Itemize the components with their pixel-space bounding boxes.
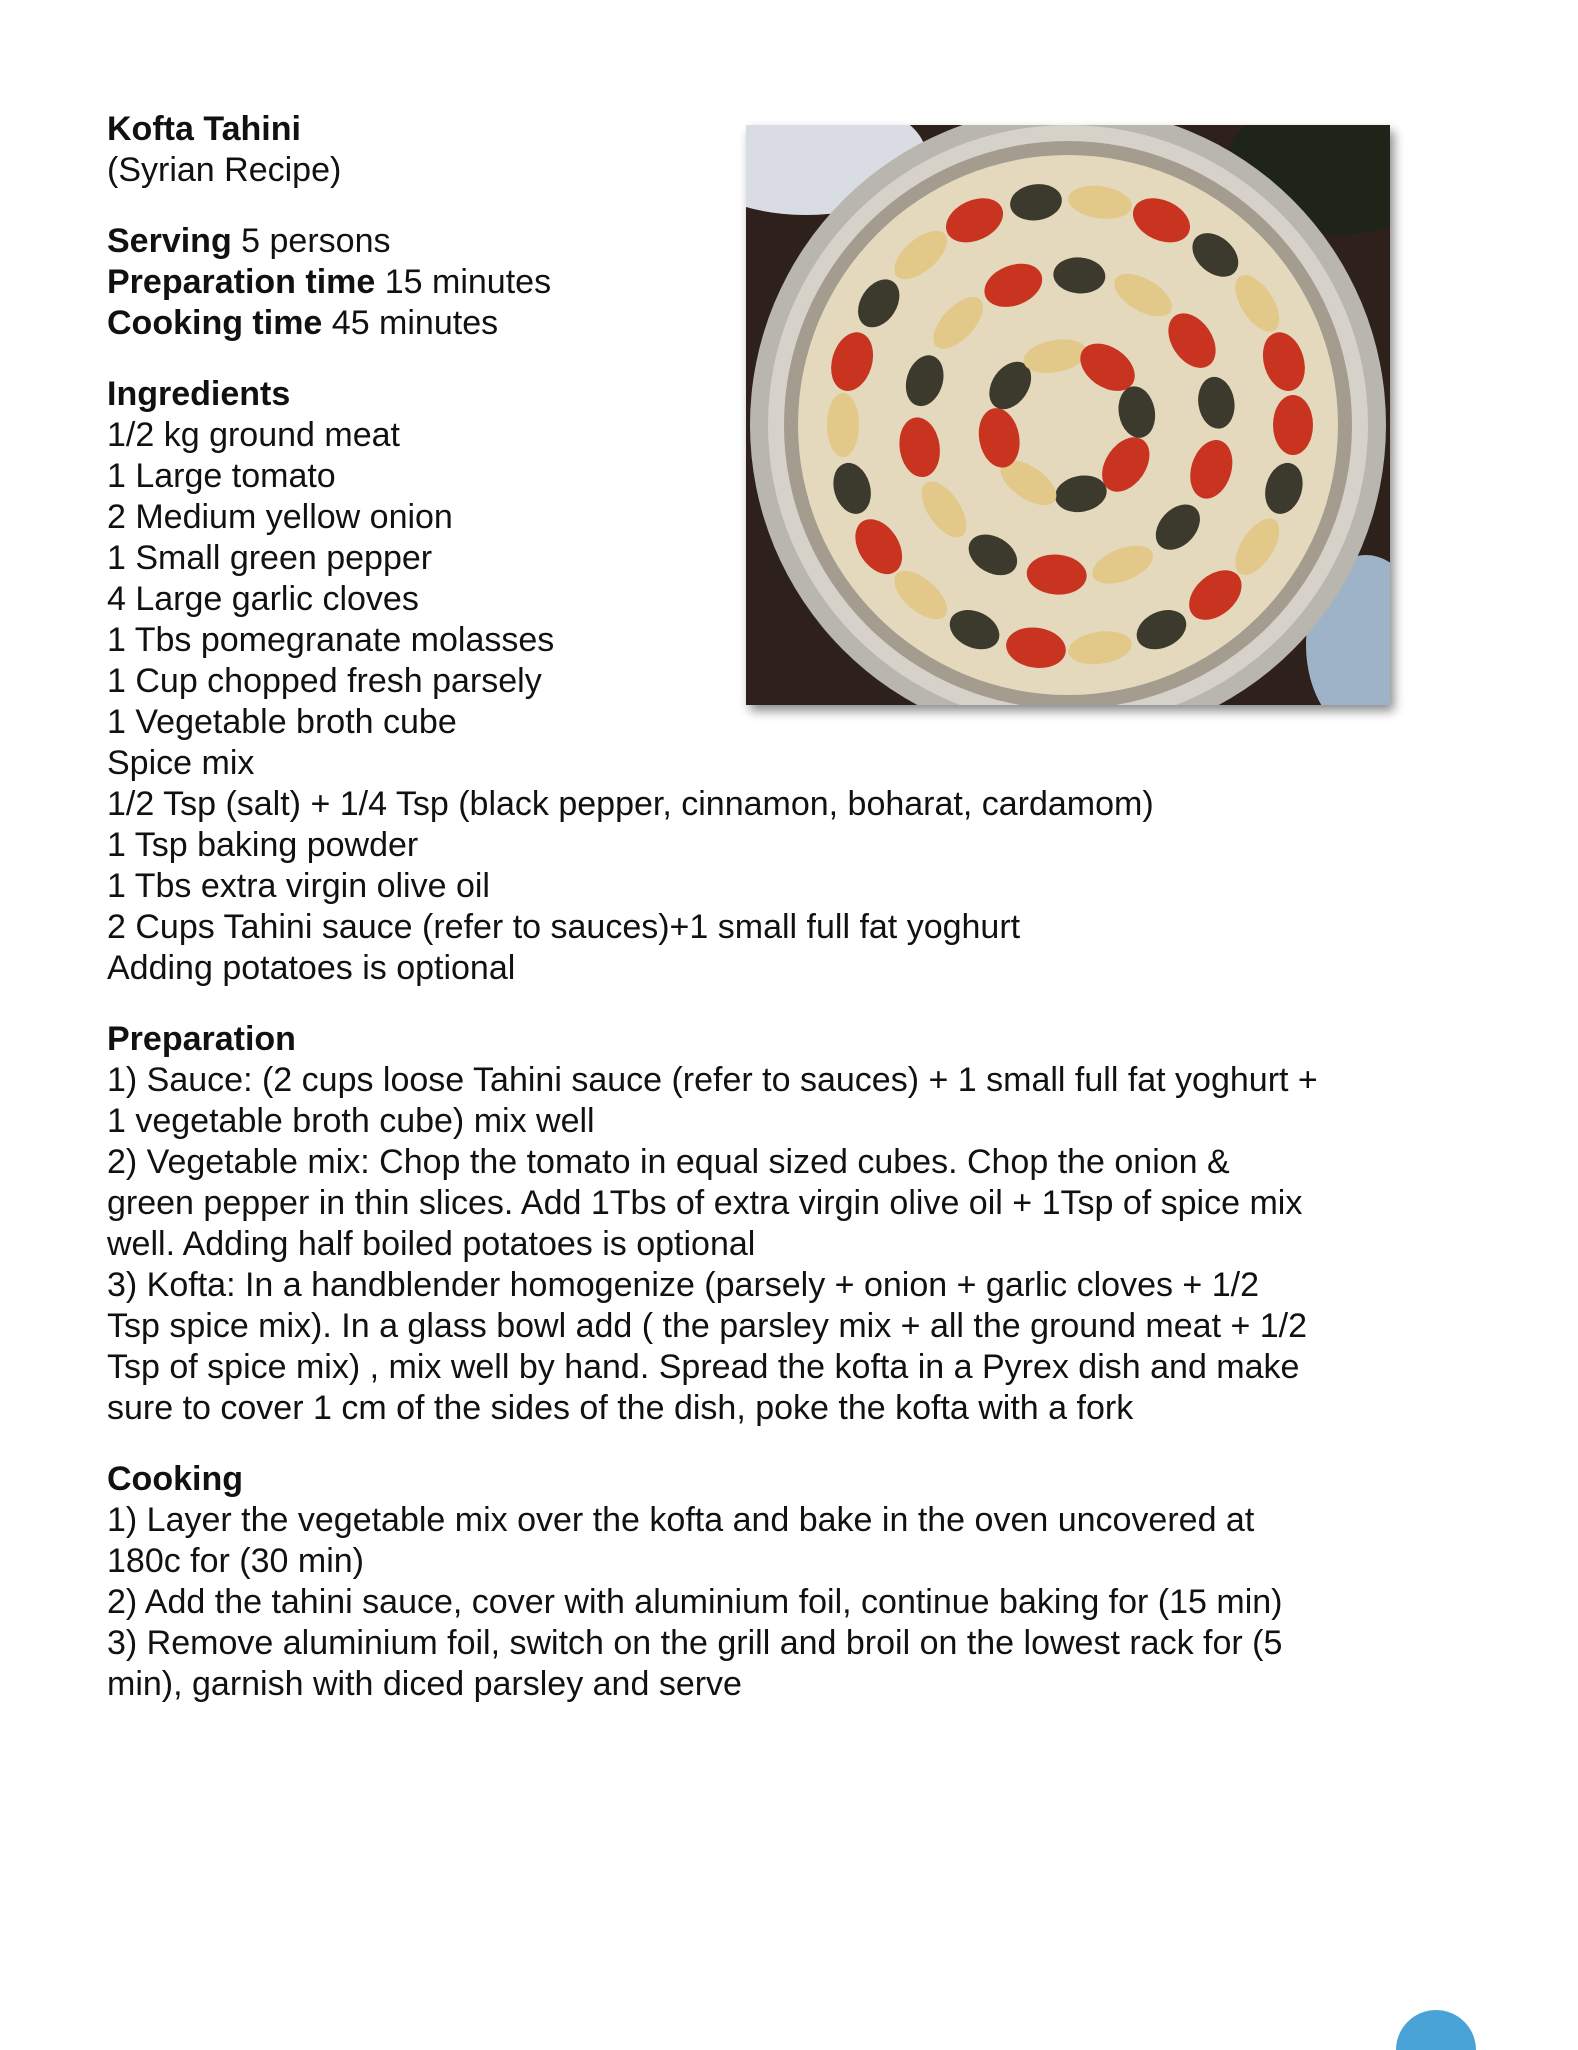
cooking-line: min), garnish with diced parsley and serve xyxy=(107,1665,742,1703)
cooking-line: 3) Remove aluminium foil, switch on the grill and broil on the lowest rack for (5 xyxy=(107,1624,1283,1662)
ingredient-item: 4 Large garlic cloves xyxy=(107,580,419,618)
prep-time-label: Preparation time xyxy=(107,263,376,301)
kofta-tahini-image xyxy=(746,125,1390,705)
cook-time-label: Cooking time xyxy=(107,304,323,342)
ingredient-item: Spice mix xyxy=(107,744,255,782)
ingredient-item: 1/2 Tsp (salt) + 1/4 Tsp (black pepper, cinnamon, boharat, cardamom) xyxy=(107,785,1154,823)
ingredient-item: 1 Large tomato xyxy=(107,457,336,495)
cook-time-value: 45 minutes xyxy=(322,304,499,342)
prep-time-value: 15 minutes xyxy=(375,263,552,301)
preparation-line: well. Adding half boiled potatoes is optional xyxy=(107,1225,756,1263)
preparation-line: 3) Kofta: In a handblender homogenize (parsely + onion + garlic cloves + 1/2 xyxy=(107,1266,1259,1304)
recipe-origin: (Syrian Recipe) xyxy=(107,151,342,189)
preparation-line: 2) Vegetable mix: Chop the tomato in equal sized cubes. Chop the onion & xyxy=(107,1143,1230,1181)
recipe-title: Kofta Tahini xyxy=(107,110,301,148)
tomato-slice xyxy=(1273,395,1313,455)
cooking-section xyxy=(107,1459,1407,1705)
dish-photo xyxy=(746,125,1390,705)
ingredients-heading: Ingredients xyxy=(107,375,291,413)
ingredient-item: 2 Medium yellow onion xyxy=(107,498,453,536)
cooking-steps xyxy=(107,1500,1407,1705)
preparation-line: 1) Sauce: (2 cups loose Tahini sauce (refer to sauces) + 1 small full fat yoghurt + xyxy=(107,1061,1318,1099)
cooking-line: 180c for (30 min) xyxy=(107,1542,364,1580)
preparation-line: sure to cover 1 cm of the sides of the dish, poke the kofta with a fork xyxy=(107,1389,1134,1427)
preparation-line: 1 vegetable broth cube) mix well xyxy=(107,1102,595,1140)
preparation-line: green pepper in thin slices. Add 1Tbs of extra virgin olive oil + 1Tsp of spice mix xyxy=(107,1184,1303,1222)
ingredient-item: 1 Cup chopped fresh parsely xyxy=(107,662,542,700)
preparation-heading: Preparation xyxy=(107,1020,296,1058)
potato-slice xyxy=(827,393,859,457)
cooking-heading: Cooking xyxy=(107,1460,243,1498)
ingredient-item: 1 Small green pepper xyxy=(107,539,433,577)
corner-decoration xyxy=(1386,2010,1476,2050)
ingredient-item: 1 Tsp baking powder xyxy=(107,826,419,864)
ingredient-item: 1 Tbs pomegranate molasses xyxy=(107,621,555,659)
ingredient-item: 1 Tbs extra virgin olive oil xyxy=(107,867,490,905)
serving-value: 5 persons xyxy=(231,222,391,260)
serving-label: Serving xyxy=(107,222,232,260)
cooking-line: 1) Layer the vegetable mix over the kofta and bake in the oven uncovered at xyxy=(107,1501,1255,1539)
preparation-steps xyxy=(107,1060,1407,1429)
ingredient-item: 2 Cups Tahini sauce (refer to sauces)+1 small full fat yoghurt xyxy=(107,908,1021,946)
preparation-line: Tsp spice mix). In a glass bowl add ( the parsley mix + all the ground meat + 1/2 xyxy=(107,1307,1308,1345)
ingredient-item: Adding potatoes is optional xyxy=(107,949,516,987)
preparation-section xyxy=(107,1019,1407,1429)
ingredient-item: 1/2 kg ground meat xyxy=(107,416,400,454)
preparation-line: Tsp of spice mix) , mix well by hand. Spread the kofta in a Pyrex dish and make xyxy=(107,1348,1300,1386)
cooking-line: 2) Add the tahini sauce, cover with aluminium foil, continue baking for (15 min) xyxy=(107,1583,1283,1621)
ingredient-item: 1 Vegetable broth cube xyxy=(107,703,457,741)
